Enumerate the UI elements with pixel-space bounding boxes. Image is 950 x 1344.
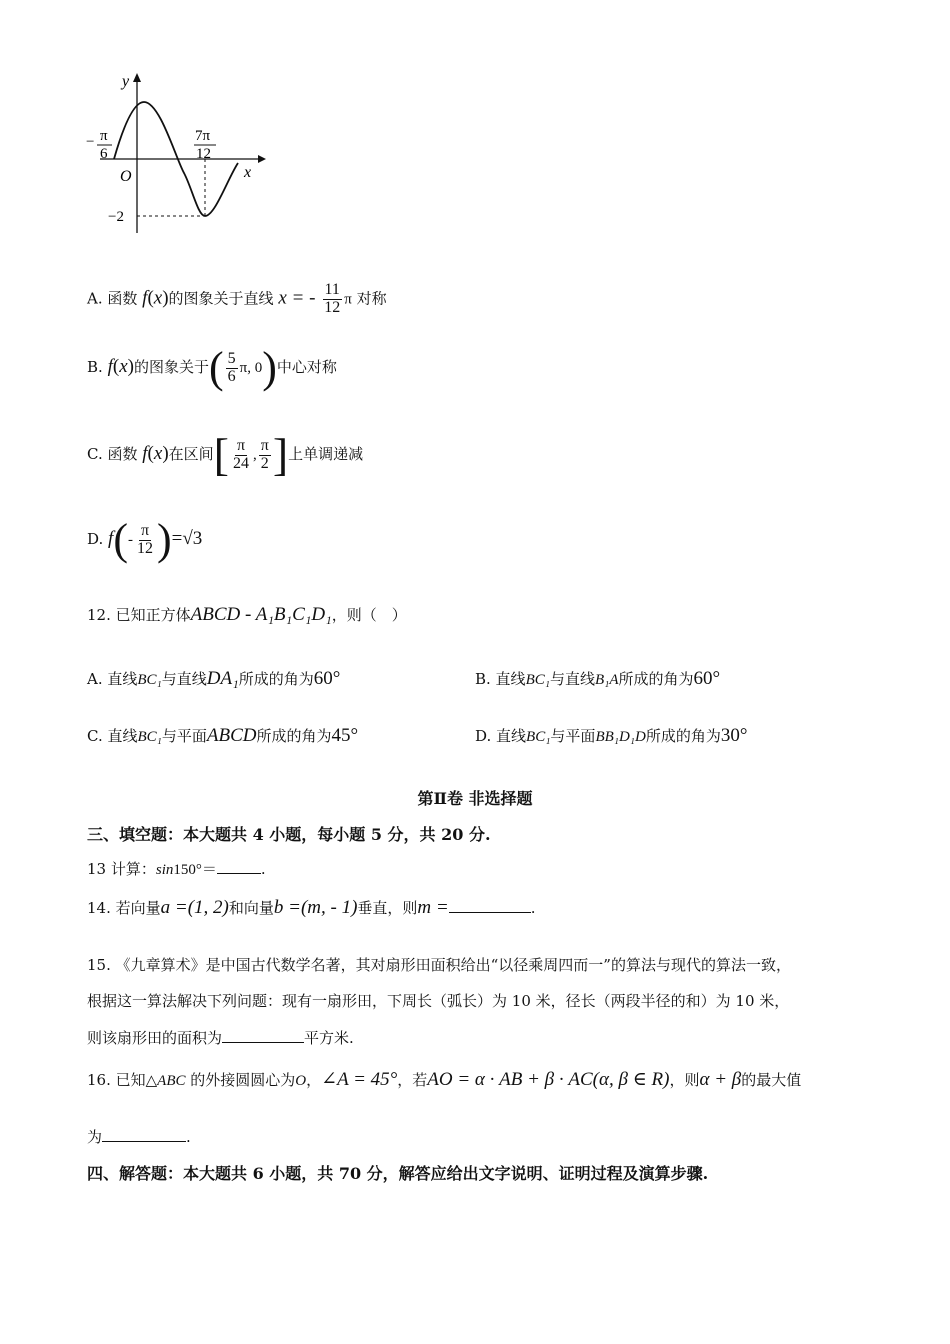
sine-graph	[80, 68, 270, 238]
q11-option-b: B. f(x)的图象关于( $\frac{5}{6}$ π, 0)中心对称	[87, 343, 337, 392]
q12-option-b: B. 直线BC₁与直线B₁A所成的角为60°	[475, 668, 721, 689]
x-label: x	[244, 164, 252, 181]
right-num: 7π	[195, 128, 211, 144]
q11-option-a: A. 函数 f(x)的图象关于直线 x = - $\frac{11}{12}$ π 对称	[87, 281, 387, 316]
q16-line2: 为 .	[87, 1128, 191, 1146]
left-num: π	[100, 128, 108, 144]
section4-heading: 四、解答题：本大题共 6 小题，共 70 分，解答应给出文字说明、证明过程及演算步骤.	[87, 1164, 709, 1183]
section3-heading: 三、填空题：本大题共 4 小题，每小题 5 分，共 20 分.	[87, 825, 491, 844]
q15-line1: 15. 《九章算术》是中国古代数学名著，其对扇形田面积给出“以径乘周四而一”的算法与现代的算法一致，	[87, 956, 791, 974]
part2-title: 第Ⅱ卷 非选择题	[417, 789, 533, 808]
q13: 13 计算：sin150°＝ .	[87, 860, 266, 878]
y-axis-arrow-icon	[133, 73, 141, 82]
left-den: 6	[100, 146, 108, 162]
q11-option-d: D. f(- $\frac{\pi}{12}$ )=√3	[87, 515, 203, 564]
min-label: −2	[108, 209, 124, 225]
q12-option-d: D. 直线BC₁与平面BB₁D₁D所成的角为30°	[475, 725, 748, 746]
y-label: y	[122, 73, 130, 90]
q12-option-a: A. 直线BC₁与直线DA₁所成的角为60°	[87, 668, 341, 689]
x-axis-arrow-icon	[258, 155, 266, 163]
q16-line1: 16. 已知△ABC 的外接圆圆心为O，∠A = 45°，若AO = α · AB + β · AC(α, β ∈ R)，则α + β的最大值	[87, 1069, 802, 1090]
origin-label: O	[120, 168, 132, 185]
left-minus: −	[86, 134, 95, 150]
right-den: 12	[196, 146, 211, 162]
q15-line2: 根据这一算法解决下列问题：现有一扇形田，下周长（弧长）为 10 米，径长（两段半径的和）为 10 米，	[87, 992, 790, 1010]
q12-stem: 12. 已知正方体ABCD - A₁B₁C₁D₁，则（ ）	[87, 604, 407, 625]
q12-option-c: C. 直线BC₁与平面ABCD所成的角为45°	[87, 725, 359, 746]
q15-line3: 则该扇形田的面积为 平方米.	[87, 1029, 354, 1047]
q14: 14. 若向量a =(1, 2)和向量b =(m, - 1)垂直，则m = .	[87, 897, 536, 918]
q11-option-c: C. 函数 f(x)在区间[ $\frac{\pi}{24}$ , $\frac{\pi}{2}$ ]上单调递减	[87, 429, 364, 480]
